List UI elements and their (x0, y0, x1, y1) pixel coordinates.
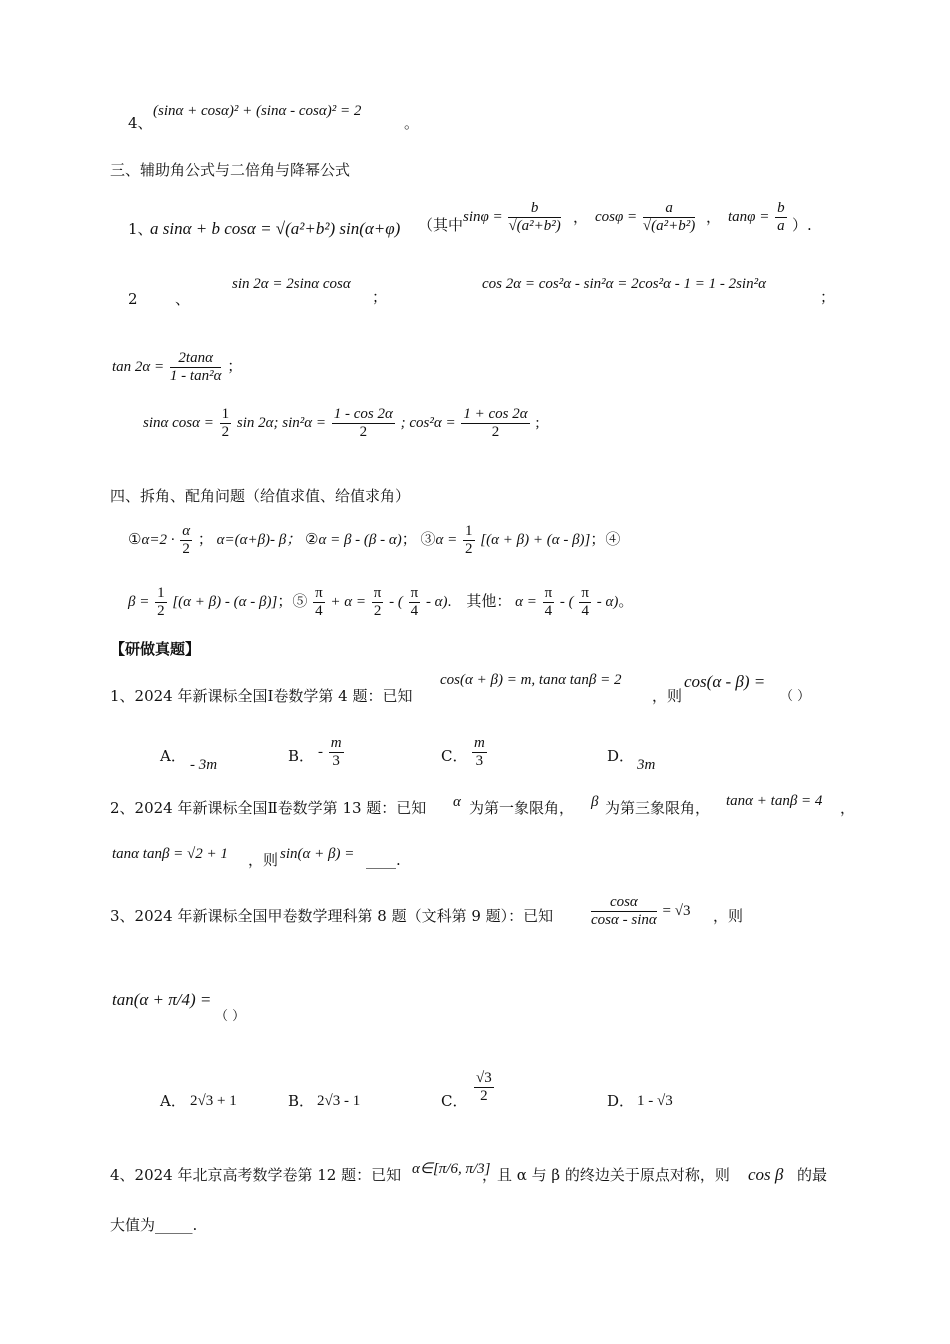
fraction (775, 200, 787, 236)
option-d-label: D． (607, 747, 635, 765)
q4-cos-beta: cos β (748, 1165, 784, 1184)
q2-condition-1: tanα + tanβ = 4 (726, 793, 823, 809)
tan-phi-lhs: tanφ = (728, 209, 770, 226)
numerator: 1 - cos 2α (332, 406, 395, 424)
fraction (643, 200, 695, 236)
denominator: 3 (332, 753, 340, 770)
q3-condition (589, 894, 690, 930)
circled-number: ；⑤ (277, 594, 308, 611)
numerator: 1 (220, 406, 232, 424)
numerator: α (180, 523, 192, 541)
question-3-text: 3、2024 年新课标全国甲卷数学理科第 8 题（文科第 9 题）：已知 (110, 907, 554, 925)
option-c-value (472, 1070, 496, 1106)
fraction (372, 585, 384, 621)
punct: ， (706, 208, 722, 226)
formula-part: - ( (389, 594, 403, 611)
formula-part: α=2 · (141, 532, 175, 549)
formula-part: sin 2α; sin²α = (236, 415, 326, 432)
fraction (180, 523, 192, 559)
punct: ； (820, 288, 836, 306)
denominator: 2 (465, 541, 473, 558)
cos-double-formula: cos 2α = cos²α - sin²α = 2cos²α - 1 = 1 - 2sin²α (482, 276, 766, 292)
punct: 。 (618, 594, 634, 611)
sin-phi-formula (463, 200, 563, 236)
fraction (579, 585, 591, 621)
q1-then: ，则 (652, 687, 683, 705)
formula-part: ; cos²α = (400, 415, 456, 432)
option-d-value: 3m (637, 757, 656, 773)
question-2-text: 2、2024 年新课标全国Ⅱ卷数学第 13 题：已知 (110, 799, 427, 817)
fraction (472, 735, 487, 771)
denominator: 2 (491, 424, 500, 441)
denominator: 2 (359, 424, 368, 441)
section-title: 四、拆角、配角问题（给值求值、给值求角） (110, 487, 411, 505)
option-b-value (318, 735, 346, 771)
question-4-text: 4、2024 年北京高考数学卷第 12 题：已知 (110, 1166, 402, 1184)
formula-part: α = β - (β - α) (318, 532, 402, 549)
denominator: 4 (410, 603, 419, 620)
fraction (461, 406, 529, 442)
circled-number: ② (305, 532, 319, 549)
q4-text-2: ，且 α 与 β 的终边关于原点对称，则 (482, 1166, 730, 1184)
other-label: 其他： (466, 594, 512, 611)
option-c-value (470, 735, 489, 771)
punct: ； (197, 532, 213, 549)
fraction (332, 406, 395, 442)
punct: ， (573, 208, 589, 226)
numerator: π (372, 585, 384, 603)
cos-phi-formula (595, 200, 697, 236)
denominator: 1 - tan²α (169, 368, 222, 385)
fraction (508, 200, 560, 236)
q2-beta: β (591, 794, 599, 810)
q2-condition-2: tanα tanβ = √2 + 1 (112, 846, 228, 862)
denominator: a (777, 218, 785, 235)
fraction (463, 523, 475, 559)
study-title: 【研做真题】 (110, 640, 201, 658)
circled-number: ③ (420, 532, 436, 549)
formula-part: - ( (559, 594, 574, 611)
q4-text-4: 大值为_____. (110, 1216, 198, 1234)
denominator: 3 (475, 753, 484, 770)
denominator: 2 (157, 603, 165, 620)
q2-alpha: α (453, 794, 461, 810)
q3-eq: = √3 (662, 903, 691, 920)
numerator: b (508, 200, 560, 218)
q4-text-3: 的最 (797, 1166, 828, 1184)
note-close: ）. (792, 216, 812, 234)
denominator: 2 (373, 603, 382, 620)
formula-part: α = (435, 532, 458, 549)
q1-condition: cos(α + β) = m, tanα tanβ = 2 (440, 672, 622, 688)
tan-double-formula (112, 350, 242, 386)
formula-part: [(α + β) + (α - β)] (480, 532, 591, 549)
formula-part: α=(α+β)- β； (216, 532, 302, 549)
option-a-value: 2√3 + 1 (190, 1093, 237, 1109)
q1-ask: cos(α - β) = (684, 672, 766, 691)
option-a-label: A． (160, 747, 186, 765)
item-number: 4、 (128, 114, 153, 132)
item-number: 1、 (128, 220, 153, 238)
neg-sign: - (318, 744, 323, 761)
formula-part: + α = (330, 594, 367, 611)
formula-part: α = (515, 594, 537, 611)
q3-answer-paren: （ ） (215, 1009, 246, 1024)
denominator: cosα - sinα (591, 912, 657, 929)
punct: ； (227, 359, 243, 376)
option-a-label: A． (160, 1092, 186, 1110)
formula-part: [(α + β) - (α - β)] (172, 594, 278, 611)
option-b-label: B． (288, 1092, 315, 1110)
fraction (313, 585, 325, 621)
numerator: √3 (474, 1070, 494, 1088)
numerator: a (643, 200, 695, 218)
denominator: 2 (221, 424, 230, 441)
option-b-label: B． (288, 747, 315, 765)
fraction (220, 406, 232, 442)
formula-part: - α) (596, 594, 619, 611)
aux-angle-formula: a sinα + b cosα = √(a²+b²) sin(α+φ) (150, 219, 401, 238)
numerator: m (329, 735, 344, 753)
fraction (591, 894, 657, 930)
question-1-text: 1、2024 年新课标全国Ⅰ卷数学第 4 题：已知 (110, 687, 413, 705)
punct: ; (535, 415, 540, 432)
power-reduction-formulas (143, 406, 540, 442)
circled-number: ；④ (590, 532, 621, 549)
numerator: π (313, 585, 325, 603)
section-title: 三、辅助角公式与二倍角与降幂公式 (110, 161, 351, 179)
q3-then: ，则 (713, 907, 744, 925)
tan-phi-formula (728, 200, 789, 236)
option-b-value: 2√3 - 1 (317, 1093, 361, 1109)
angle-split-line-2 (128, 585, 633, 621)
numerator: π (409, 585, 421, 603)
denominator: 2 (480, 1088, 488, 1105)
numerator: b (775, 200, 787, 218)
option-c-label: C． (441, 1092, 468, 1110)
identity-formula: (sinα + cosα)² + (sinα - cosα)² = 2 (153, 103, 362, 119)
sin-phi-lhs: sinφ = (463, 209, 503, 226)
formula-part: sinα cosα = (143, 415, 214, 432)
q1-answer-paren: （ ） (780, 689, 811, 704)
fraction (170, 350, 222, 386)
q2-then: ，则 (248, 851, 279, 869)
note-open: （其中 (418, 216, 464, 234)
option-d-value: 1 - √3 (637, 1093, 673, 1109)
numerator: 1 (155, 585, 167, 603)
fraction (543, 585, 555, 621)
q3-ask: tan(α + π/4) = (112, 990, 212, 1009)
q4-condition: α∈[π/6, π/3] (412, 1161, 491, 1177)
fraction (474, 1070, 494, 1106)
numerator: π (543, 585, 555, 603)
cos-phi-lhs: cosφ = (595, 209, 638, 226)
punct: . (447, 594, 452, 611)
q2-text-2: 为第一象限角， (469, 799, 575, 817)
q2-ask: sin(α + β) = (280, 846, 355, 862)
punct: 、 (175, 290, 191, 308)
fraction (409, 585, 421, 621)
punct: ； (401, 532, 417, 549)
numerator: 1 (463, 523, 475, 541)
option-d-label: D． (607, 1092, 635, 1110)
option-a-value: - 3m (190, 757, 218, 773)
numerator: π (579, 585, 591, 603)
formula-part: β = (128, 594, 150, 611)
tan-double-lhs: tan 2α = (112, 359, 165, 376)
q2-text-3: 为第三象限角， (605, 799, 711, 817)
numerator: 1 + cos 2α (461, 406, 529, 424)
numerator: m (472, 735, 487, 753)
denominator: 4 (315, 603, 323, 620)
punct: 。 (404, 114, 420, 132)
sin-double-formula: sin 2α = 2sinα cosα (232, 276, 351, 292)
circled-number: ① (128, 532, 142, 549)
item-number: 2 (128, 290, 138, 308)
formula-part: - α) (425, 594, 448, 611)
fraction (155, 585, 167, 621)
denominator: √(a²+b²) (642, 218, 696, 235)
numerator: 2tanα (170, 350, 222, 368)
denominator: 2 (182, 541, 190, 558)
denominator: √(a²+b²) (508, 218, 561, 235)
punct: ； (372, 288, 388, 306)
angle-split-line-1 (128, 523, 620, 559)
denominator: 4 (581, 603, 589, 620)
numerator: cosα (591, 894, 657, 912)
option-c-label: C． (441, 747, 468, 765)
q2-blank: ____. (366, 851, 401, 869)
punct: ， (840, 799, 856, 817)
fraction (329, 735, 344, 771)
denominator: 4 (544, 603, 553, 620)
